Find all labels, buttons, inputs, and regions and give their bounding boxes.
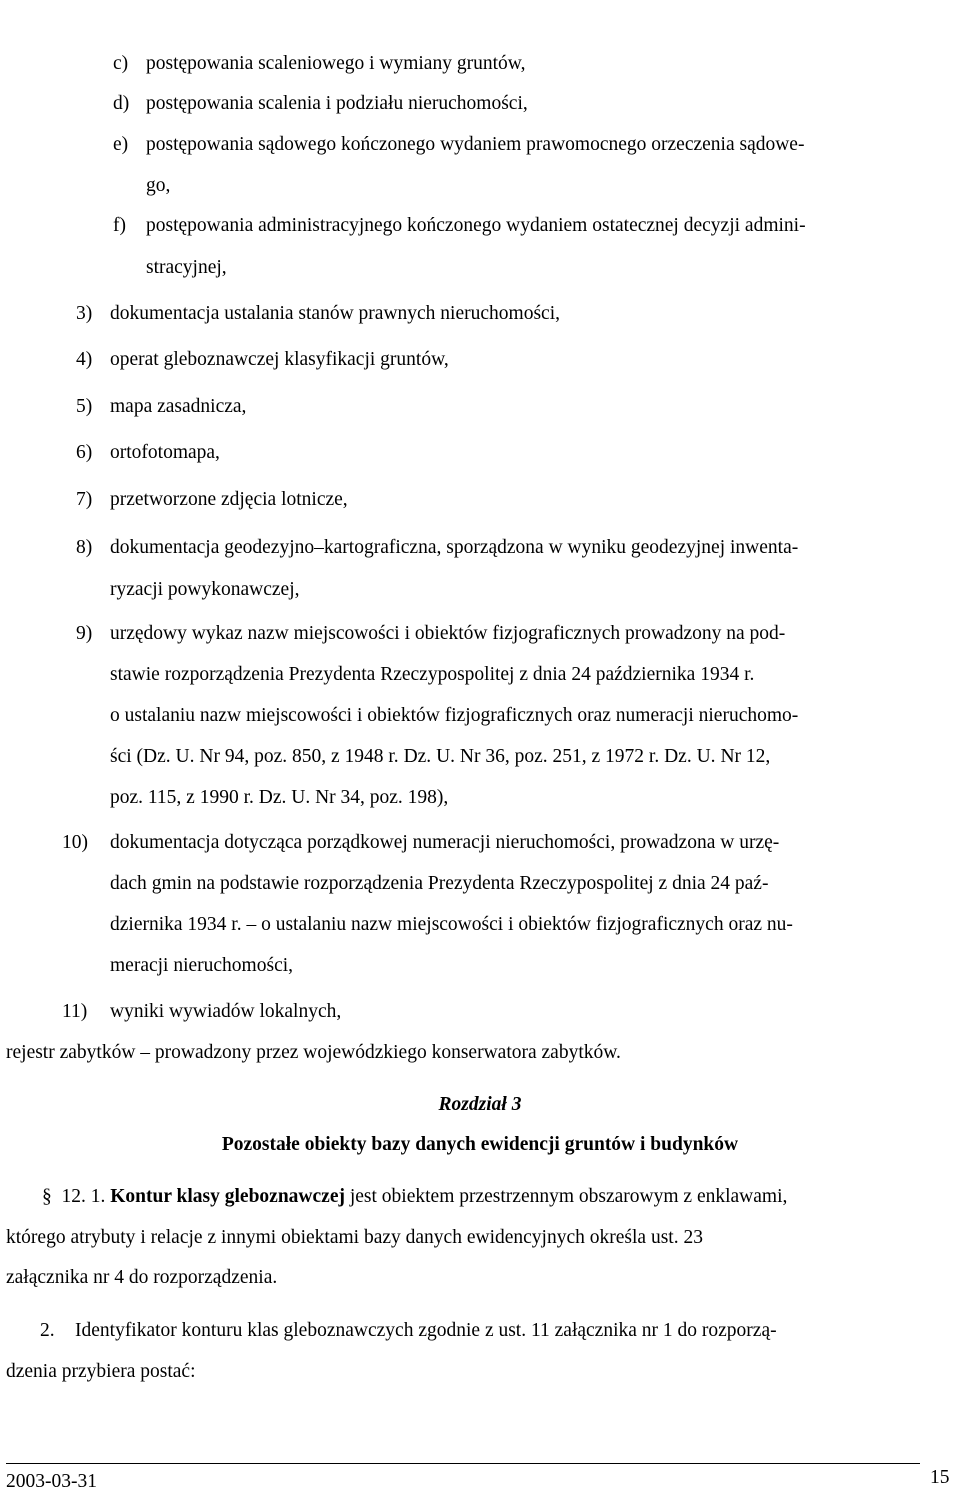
list-item-5: mapa zasadnicza, [110, 396, 247, 417]
chapter-title: Pozostałe obiekty bazy danych ewidencji gruntów i budynków [221, 1134, 739, 1155]
list-marker-f: f) [113, 215, 126, 236]
list-item-c: postępowania scaleniowego i wymiany gruntów, [146, 53, 526, 74]
paragraph-12-2-line-2: dzenia przybiera postać: [6, 1361, 196, 1382]
list-item-8-line-2: ryzacji powykonawczej, [110, 579, 300, 600]
list-marker-10: 10) [62, 832, 88, 853]
list-item-e: postępowania sądowego kończonego wydaniem prawomocnego orzeczenia sądowe- [146, 134, 805, 155]
list-item-8-line-1: dokumentacja geodezyjno–kartograficzna, sporządzona w wyniku geodezyjnej inwenta- [110, 537, 799, 558]
list-marker-d: d) [113, 93, 130, 114]
paragraph-12-2-line-1: Identyfikator konturu klas gleboznawczych zgodnie z ust. 11 załącznika nr 1 do rozporzą- [75, 1320, 777, 1341]
list-marker-11: 11) [62, 1001, 88, 1022]
list-item-9-line-1: urzędowy wykaz nazw miejscowości i obiektów fizjograficznych prowadzony na pod- [110, 623, 786, 644]
list-item-4: operat gleboznawczej klasyfikacji gruntów, [110, 349, 449, 370]
list-item-9-line-4: ści (Dz. U. Nr 94, poz. 850, z 1948 r. Dz. U. Nr 36, poz. 251, z 1972 r. Dz. U. Nr 12, [110, 746, 771, 767]
paragraph-number: 12. 1. [61, 1186, 106, 1207]
list-item-10-line-2: dach gmin na podstawie rozporządzenia Prezydenta Rzeczypospolitej z dnia 24 paź- [110, 873, 769, 894]
list-item-11: wyniki wywiadów lokalnych, [110, 1001, 342, 1022]
list-item-9-line-2: stawie rozporządzenia Prezydenta Rzeczypospolitej z dnia 24 października 1934 r. [110, 664, 755, 685]
list-item-f: postępowania administracyjnego kończonego wydaniem ostatecznej decyzji admini- [146, 215, 806, 236]
list-marker-c: c) [113, 53, 129, 74]
page-number: 15 [930, 1467, 950, 1488]
list-marker-3: 3) [76, 303, 93, 324]
paragraph-12-line-3: załącznika nr 4 do rozporządzenia. [6, 1267, 278, 1288]
list-item-10-line-4: meracji nieruchomości, [110, 955, 294, 976]
list-item-e-cont: go, [146, 175, 171, 196]
closing-line: rejestr zabytków – prowadzony przez wojewódzkiego konserwatora zabytków. [6, 1042, 621, 1063]
paragraph-12-line-2: którego atrybuty i relacje z innymi obiektami bazy danych ewidencyjnych określa ust. 23 [6, 1227, 703, 1248]
paragraph-12-2-number: 2. [40, 1320, 55, 1341]
defined-term: Kontur klasy gleboznawczej [110, 1186, 345, 1207]
list-marker-7: 7) [76, 489, 93, 510]
paragraph-12-first-line [42, 1185, 787, 1209]
footer-date: 2003-03-31 [6, 1471, 97, 1492]
list-item-3: dokumentacja ustalania stanów prawnych nieruchomości, [110, 303, 560, 324]
list-item-10-line-1: dokumentacja dotycząca porządkowej numeracji nieruchomości, prowadzona w urzę- [110, 832, 780, 853]
list-marker-6: 6) [76, 442, 93, 463]
list-marker-5: 5) [76, 396, 93, 417]
list-item-f-cont: stracyjnej, [146, 257, 227, 278]
list-item-d: postępowania scalenia i podziału nieruchomości, [146, 93, 528, 114]
paragraph-12-line-1: jest obiektem przestrzennym obszarowym z enklawami, [349, 1186, 788, 1207]
list-marker-9: 9) [76, 623, 93, 644]
list-marker-e: e) [113, 134, 129, 155]
chapter-number: Rozdział 3 [438, 1094, 522, 1115]
list-item-7: przetworzone zdjęcia lotnicze, [110, 489, 348, 510]
list-item-10-line-3: dziernika 1934 r. – o ustalaniu nazw miejscowości i obiektów fizjograficznych oraz nu- [110, 914, 793, 935]
list-item-6: ortofotomapa, [110, 442, 220, 463]
list-item-9-line-3: o ustalaniu nazw miejscowości i obiektów fizjograficznych oraz numeracji nieruchomo- [110, 705, 799, 726]
footer-rule [6, 1463, 920, 1464]
list-item-9-line-5: poz. 115, z 1990 r. Dz. U. Nr 34, poz. 198), [110, 787, 449, 808]
list-marker-8: 8) [76, 537, 93, 558]
list-marker-4: 4) [76, 349, 93, 370]
section-symbol: § [42, 1186, 52, 1207]
